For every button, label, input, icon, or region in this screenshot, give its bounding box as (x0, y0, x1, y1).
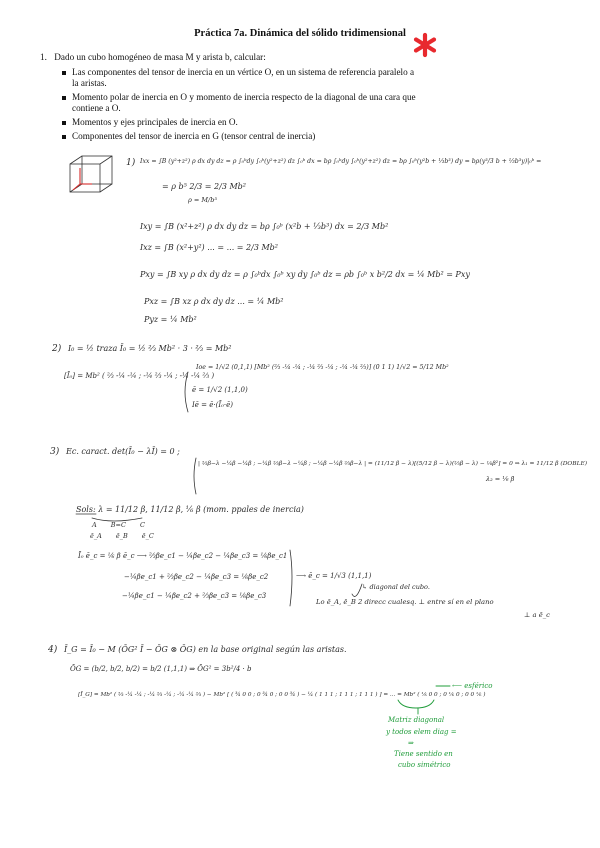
problem-items (62, 67, 420, 142)
cube-sketch (66, 154, 118, 194)
section-3-line-3: λ₂ = ⅙ β (486, 475, 515, 483)
green-note-4: ⇒ (408, 739, 414, 747)
list-item: Momento polar de inercia en O y momento de inercia respecto de la diagonal de una cara que contiene a O. (62, 92, 420, 114)
section-2-line-4: Iē = ē·(Ī₀·ē) (192, 401, 233, 409)
section-3-line-2: | ⅔β−λ −¼β −¼β ; −¼β ⅔β−λ −¼β ; −¼β −¼β ⅔β−λ | = (11/12 β − λ)[(5/12 β − λ)(⅔β − λ) − ⅛β²] = 0 ⇒ λ₁ = 11/12 β (DOBLE) (198, 461, 588, 467)
section-1-label: 1) (126, 158, 136, 168)
page-title: Práctica 7a. Dinámica del sólido tridimensional (194, 28, 406, 39)
section-2-line-1: I₀ = ½ traza Ī₀ = ½ ⅔ Mb² · 3 · ⅔ = Mb² (68, 344, 232, 353)
problem-statement (40, 52, 420, 145)
section-1-line-1: Ixx = ∫B (y²+z²) ρ dx dy dz = ρ ∫₀ᵇdy ∫₀ᵇ(y²+z²) dz ∫₀ᵇ dx = bρ ∫₀ᵇdy ∫₀ᵇ(y²+z²) dz = bρ ∫₀ᵇ(y²b + ⅓b³) dy = bρ(y³/3 b + ⅓b³y)|₀ᵇ = (140, 158, 542, 165)
section-1-line-8: Pyz = ¼ Mb² (144, 315, 197, 324)
section-3-line-4: Ī₀ ē_c = ⅙ β ē_c ⟶ ⅔βe_c1 − ¼βe_c2 − ¼βe_c3 = ⅙βe_c1 (78, 552, 288, 560)
green-note-3: y todos elem diag = (386, 728, 457, 736)
section-3-note-2: ⊥ a ē_c (524, 611, 550, 619)
green-note-6: cubo simétrico (398, 761, 451, 769)
green-note-1: ⟵ esférico (452, 682, 493, 690)
section-2-line-2: [Ī₀] = Mb² ( ⅔ -¼ -¼ ; -¼ ⅔ -¼ ; -¼ -¼ ⅔ ) (64, 372, 215, 380)
green-note-5: Tiene sentido en (394, 750, 453, 758)
section-4-label: 4) (48, 645, 58, 655)
problem-text: Dado un cubo homogéneo de masa M y arista b, calcular: (54, 52, 266, 62)
section-1-line-7: Pxz = ∫B xz ρ dx dy dz ... = ¼ Mb² (144, 297, 284, 306)
green-note-2: Matriz diagonal (388, 716, 445, 724)
section-4-line-3: [Ī_G] = Mb² ( ⅔ -¼ -¼ ; -¼ ⅔ -¼ ; -¼ -¼ ⅔ ) − Mb² [ ( ¾ 0 0 ; 0 ¾ 0 ; 0 0 ¾ ) − ¼ ( 1 1 1 ; 1 1 1 ; 1 1 1 ) ] = ... = Mb² ( ⅙ 0 0 ; 0 ⅙ 0 ; 0 0 ⅙ ) (78, 692, 486, 698)
problem-number: 1. (40, 52, 47, 62)
section-3-diagonal-note: ↳ diagonal del cubo. (362, 583, 430, 591)
section-3-label: 3) (50, 447, 60, 457)
section-2-label: 2) (52, 344, 62, 354)
section-2-line-3: ē = 1/√2 (1,1,0) (192, 386, 248, 394)
section-1-line-2: = ρ b⁵ 2/3 = 2/3 Mb² (162, 182, 246, 191)
section-3-line-6: −¼βe_c1 − ¼βe_c2 + ⅔βe_c3 = ⅙βe_c3 (122, 592, 267, 600)
section-3-abc: A B=C C (92, 521, 145, 529)
section-3-line-1: Ec. caract. det(Ī₀ − λĪ) = 0 ; (66, 447, 180, 456)
section-3-solutions: Sols: λ = 11/12 β, 11/12 β, ⅙ β (mom. ppales de inercia) (76, 505, 304, 514)
section-3-vectors: ē_A ē_B ē_C (90, 532, 154, 540)
section-1-line-4: Ixy = ∫B (x²+z²) ρ dx dy dz = bρ ∫₀ᵇ (x²b + ⅓b³) dx = 2/3 Mb² (140, 222, 389, 231)
section-2-line-5: Ioe = 1/√2 (0,1,1) [Mb² (⅔ -¼ -¼ ; -¼ ⅔ -¼ ; -¼ -¼ ⅔)] (0 1 1) 1/√2 = 5/12 Mb² (196, 364, 449, 371)
section-1-line-3: ρ = M/b³ (188, 196, 218, 204)
section-3-note: Lo ē_A, ē_B 2 direcc cualesq. ⊥ entre sí en el plano (316, 598, 494, 606)
section-4-line-2: ŌG = (b/2, b/2, b/2) = b/2 (1,1,1) ⇒ ŌG² = 3b²/4 · b (70, 665, 252, 673)
list-item: Momentos y ejes principales de inercia en O. (62, 117, 420, 128)
list-item: Las componentes del tensor de inercia en un vértice O, en un sistema de referencia paralelo a la aristas. (62, 67, 420, 89)
section-3-line-5: −¼βe_c1 + ⅔βe_c2 − ¼βe_c3 = ⅙βe_c2 (124, 573, 269, 581)
section-3-result: ⟶ ē_c = 1/√3 (1,1,1) (296, 572, 372, 580)
section-1-line-6: Pxy = ∫B xy ρ dx dy dz = ρ ∫₀ᵇdx ∫₀ᵇ xy dy ∫₀ᵇ dz = ρb ∫₀ᵇ x b²/2 dx = ¼ Mb² = Pxy (140, 270, 470, 279)
list-item: Componentes del tensor de inercia en G (tensor central de inercia) (62, 131, 420, 142)
section-4-line-1: Ī_G = Ī₀ − M (ŌG² Ī − ŌG ⊗ ŌG) en la base original según las aristas. (64, 645, 347, 654)
section-1-line-5: Ixz = ∫B (x²+y²) ... = ... = 2/3 Mb² (140, 243, 278, 252)
